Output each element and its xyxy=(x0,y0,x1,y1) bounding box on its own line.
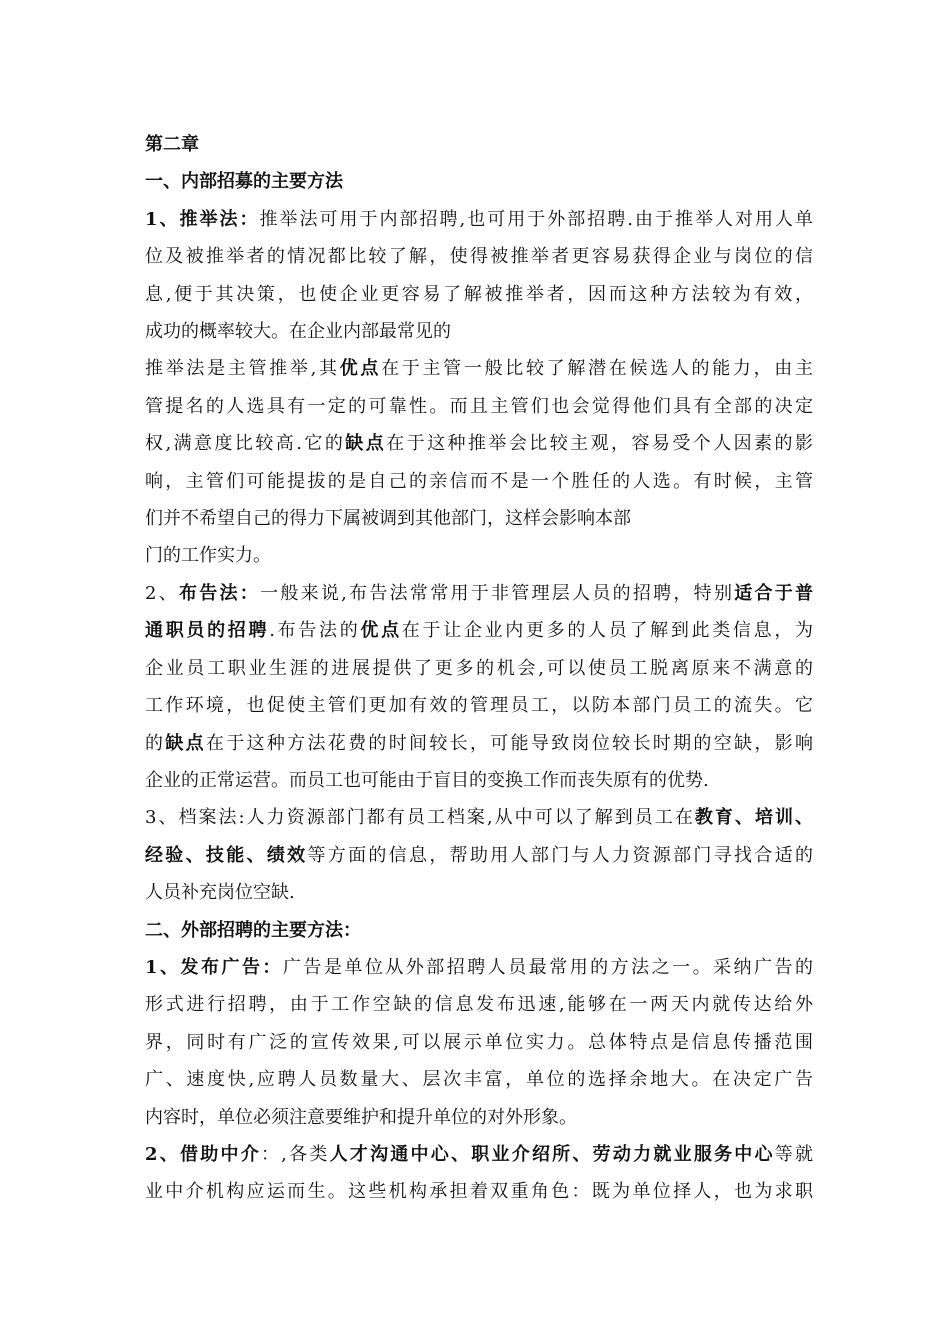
line: 成功的概率较大。在企业内部最常见的 xyxy=(145,321,451,343)
line: 形式进行招聘，由于工作空缺的信息发布迅速,能够在一两天内就传达给外 xyxy=(145,994,813,1016)
line xyxy=(145,1136,813,1173)
line xyxy=(145,350,813,387)
bold-term: 1、发布广告： xyxy=(145,956,283,978)
line: 广、速度快,应聘人员数量大、层次丰富，单位的选择余地大。在决定广告 xyxy=(145,1069,813,1091)
text-run: 等方面的信息，帮助用人部门与人力资源部门寻找合适的 xyxy=(307,844,813,866)
text-run: 2、 xyxy=(145,582,179,604)
text-run: 一般来说,布告法常常用于非管理层人员的招聘，特别 xyxy=(260,582,735,604)
bold-term: 教育、培训、 xyxy=(694,807,813,829)
line xyxy=(145,612,813,649)
text-run: 等就 xyxy=(774,1143,813,1165)
bold-term: 缺点 xyxy=(165,732,206,754)
text-run: ：,各类 xyxy=(260,1143,330,1165)
line: 界，同时有广泛的宣传效果,可以展示单位实力。总体特点是信息传播范围 xyxy=(145,1031,813,1053)
line: 企业员工职业生涯的进展提供了更多的机会,可以使员工脱离原来不满意的 xyxy=(145,657,813,679)
text-run: 的 xyxy=(145,732,166,754)
line xyxy=(145,799,813,836)
line: 人员补充岗位空缺. xyxy=(145,882,295,904)
section-heading-external: 二、外部招聘的主要方法： xyxy=(145,919,361,941)
text-run: .布告法的 xyxy=(269,620,361,642)
bold-term: 优点 xyxy=(360,620,402,642)
text-run: 广告是单位从外部招聘人员最常用的方法之一。采纳广告的 xyxy=(282,956,814,978)
line: 内容时，单位必须注意要维护和提升单位的对外形象。 xyxy=(145,1106,577,1128)
line xyxy=(145,837,813,874)
section-heading-internal: 一、内部招募的主要方法 xyxy=(145,171,343,193)
line: 位及被推举者的情况都比较了解，使得被推举者更容易获得企业与岗位的信 xyxy=(145,246,813,268)
line xyxy=(145,425,813,462)
text-run: 3、档案法:人力资源部门都有员工档案,从中可以了解到员工在 xyxy=(145,807,695,829)
bold-term: 1、推举法： xyxy=(145,208,260,230)
line: 管提名的人选具有一定的可靠性。而且主管们也会觉得他们具有全部的决定 xyxy=(145,395,813,417)
bold-term: 布告法： xyxy=(179,582,261,604)
chapter-title: 第二章 xyxy=(145,134,199,155)
line xyxy=(145,201,813,238)
text-run: 在于这种推举会比较主观，容易受个人因素的影 xyxy=(386,433,814,455)
bold-term: 人才沟通中心、职业介绍所、劳动力就业服务中心 xyxy=(329,1143,775,1165)
text-run: 推举法可用于内部招聘,也可用于外部招聘.由于推举人对用人单 xyxy=(259,208,813,230)
line: 息,便于其决策，也使企业更容易了解被推举者，因而这种方法较为有效， xyxy=(145,283,813,305)
line xyxy=(145,725,813,762)
line: 们并不希望自己的得力下属被调到其他部门，这样会影响本部 xyxy=(145,508,631,530)
bold-term: 适合于普 xyxy=(734,582,814,604)
bold-term: 优点 xyxy=(339,358,382,380)
text-run: 在于这种方法花费的时间较长，可能导致岗位较长时期的空缺，影响 xyxy=(205,732,813,754)
bold-term: 2、借助中介 xyxy=(145,1143,261,1165)
line: 响，主管们可能提拔的是自己的亲信而不是一个胜任的人选。有时候，主管 xyxy=(145,470,813,492)
bold-term: 缺点 xyxy=(345,433,387,455)
text-run: 在于主管一般比较了解潜在候选人的能力，由主 xyxy=(381,358,814,380)
line: 企业的正常运营。而员工也可能由于盲目的变换工作而丧失原有的优势. xyxy=(145,769,709,791)
document-body xyxy=(145,126,813,1211)
line xyxy=(145,575,813,612)
line: 工作环境，也促使主管们更加有效的管理员工，以防本部门员工的流失。它 xyxy=(145,695,813,717)
text-run: 在于让企业内更多的人员了解到此类信息，为 xyxy=(401,620,814,642)
line xyxy=(145,949,813,986)
text-run: 推举法是主管推举,其 xyxy=(145,358,340,380)
bold-term: 经验、技能、绩效 xyxy=(145,844,308,866)
line: 业中介机构应运而生。这些机构承担着双重角色：既为单位择人，也为求职 xyxy=(145,1181,813,1203)
bold-term: 通职员的招聘 xyxy=(145,620,270,642)
text-run: 权,满意度比较高.它的 xyxy=(145,433,346,455)
line: 门的工作实力。 xyxy=(145,545,271,567)
